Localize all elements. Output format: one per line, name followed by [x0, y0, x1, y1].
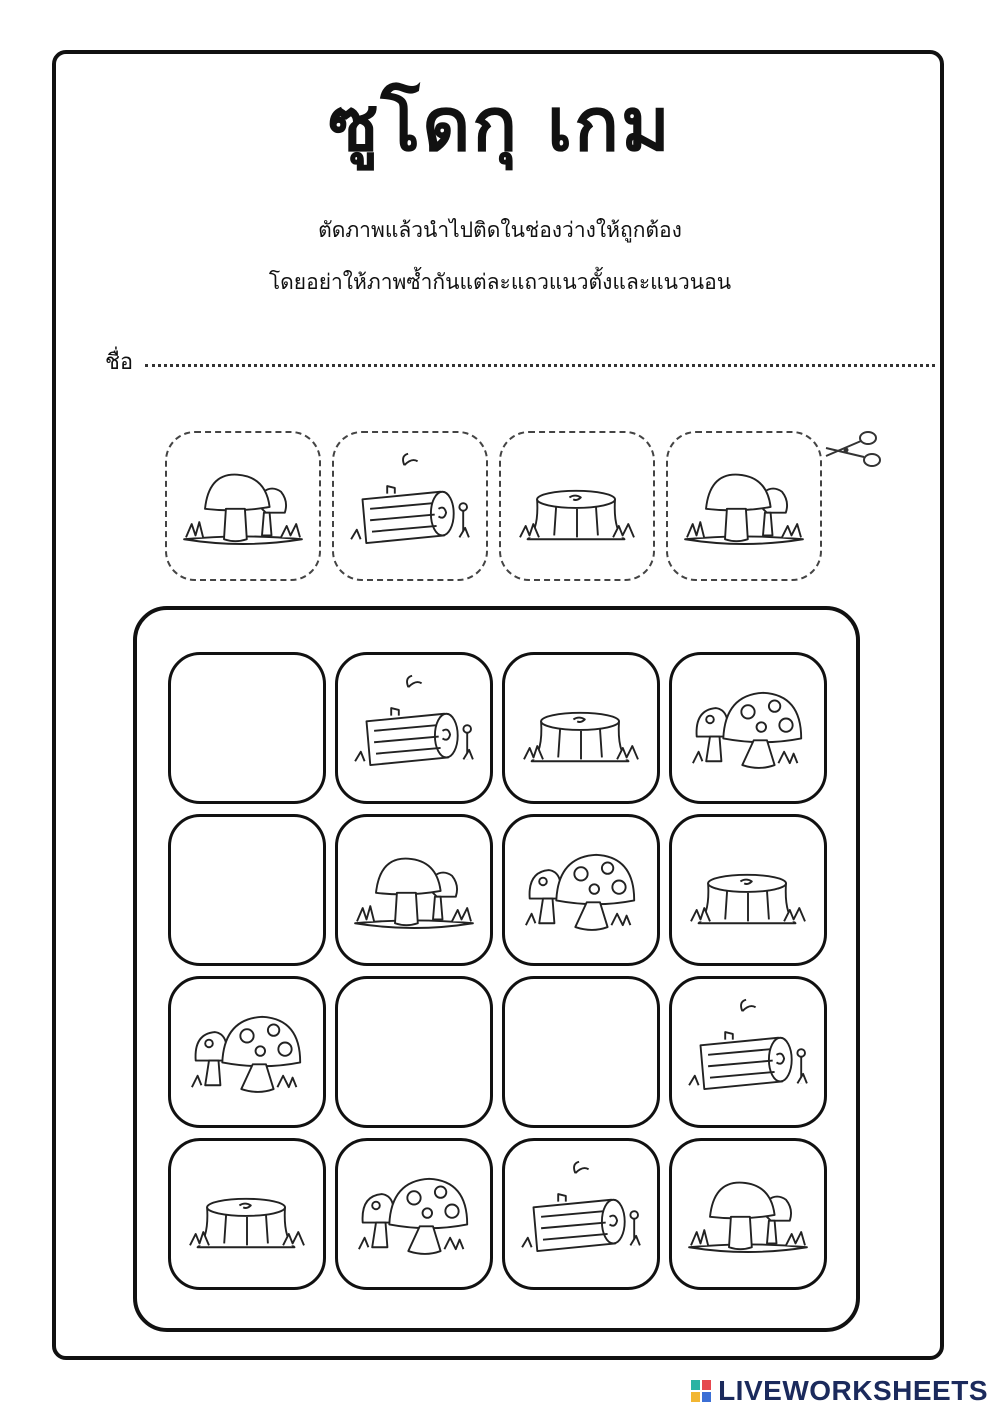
- scissors-icon: [822, 428, 886, 476]
- grid-cell-r2c4: [669, 814, 827, 966]
- log-picture: [672, 979, 824, 1125]
- log-picture: [334, 433, 486, 579]
- grid-cell-r4c3: [502, 1138, 660, 1290]
- tree-stump-picture: [672, 817, 824, 963]
- cutout-card-4[interactable]: [666, 431, 822, 581]
- spotted-mushroom-picture: [505, 817, 657, 963]
- instruction-line-2: โดยอย่าให้ภาพซ้ำกันแต่ละแถวแนวตั้งและแนวนอน: [268, 270, 732, 294]
- log-picture: [505, 1141, 657, 1287]
- grid-cell-r1c1[interactable]: [168, 652, 326, 804]
- name-dotted-line[interactable]: [145, 364, 935, 367]
- log-picture: [338, 655, 490, 801]
- instruction-line-1: ตัดภาพแล้วนำไปติดในช่องว่างให้ถูกต้อง: [318, 218, 682, 242]
- mushroom-pair-picture: [338, 817, 490, 963]
- grid-cell-r2c3: [502, 814, 660, 966]
- name-label: ชื่อ: [105, 350, 134, 375]
- cutout-card-3[interactable]: [499, 431, 655, 581]
- cutout-card-2[interactable]: [332, 431, 488, 581]
- tree-stump-picture: [505, 655, 657, 801]
- grid-cell-r1c4: [669, 652, 827, 804]
- liveworksheets-logo: [690, 1374, 988, 1408]
- mushroom-pair-picture: [167, 433, 319, 579]
- spotted-mushroom-picture: [672, 655, 824, 801]
- grid-cell-r3c3[interactable]: [502, 976, 660, 1128]
- grid-cell-r3c2[interactable]: [335, 976, 493, 1128]
- mushroom-pair-picture: [672, 1141, 824, 1287]
- grid-cell-r4c4: [669, 1138, 827, 1290]
- name-field[interactable]: [105, 344, 935, 374]
- grid-cell-r1c2: [335, 652, 493, 804]
- liveworksheets-brand: LIVEWORKSHEETS: [718, 1375, 988, 1406]
- grid-cell-r4c2: [335, 1138, 493, 1290]
- spotted-mushroom-picture: [338, 1141, 490, 1287]
- tree-stump-picture: [501, 433, 653, 579]
- liveworksheets-logo-icon: [690, 1378, 712, 1404]
- tree-stump-picture: [171, 1141, 323, 1287]
- grid-cell-r2c1[interactable]: [168, 814, 326, 966]
- grid-cell-r1c3: [502, 652, 660, 804]
- grid-cell-r3c4: [669, 976, 827, 1128]
- cutout-card-1[interactable]: [165, 431, 321, 581]
- mushroom-pair-picture: [668, 433, 820, 579]
- worksheet-title: ซูโดกุ เกม: [328, 82, 672, 168]
- spotted-mushroom-picture: [171, 979, 323, 1125]
- grid-cell-r2c2: [335, 814, 493, 966]
- grid-cell-r3c1: [168, 976, 326, 1128]
- grid-cell-r4c1: [168, 1138, 326, 1290]
